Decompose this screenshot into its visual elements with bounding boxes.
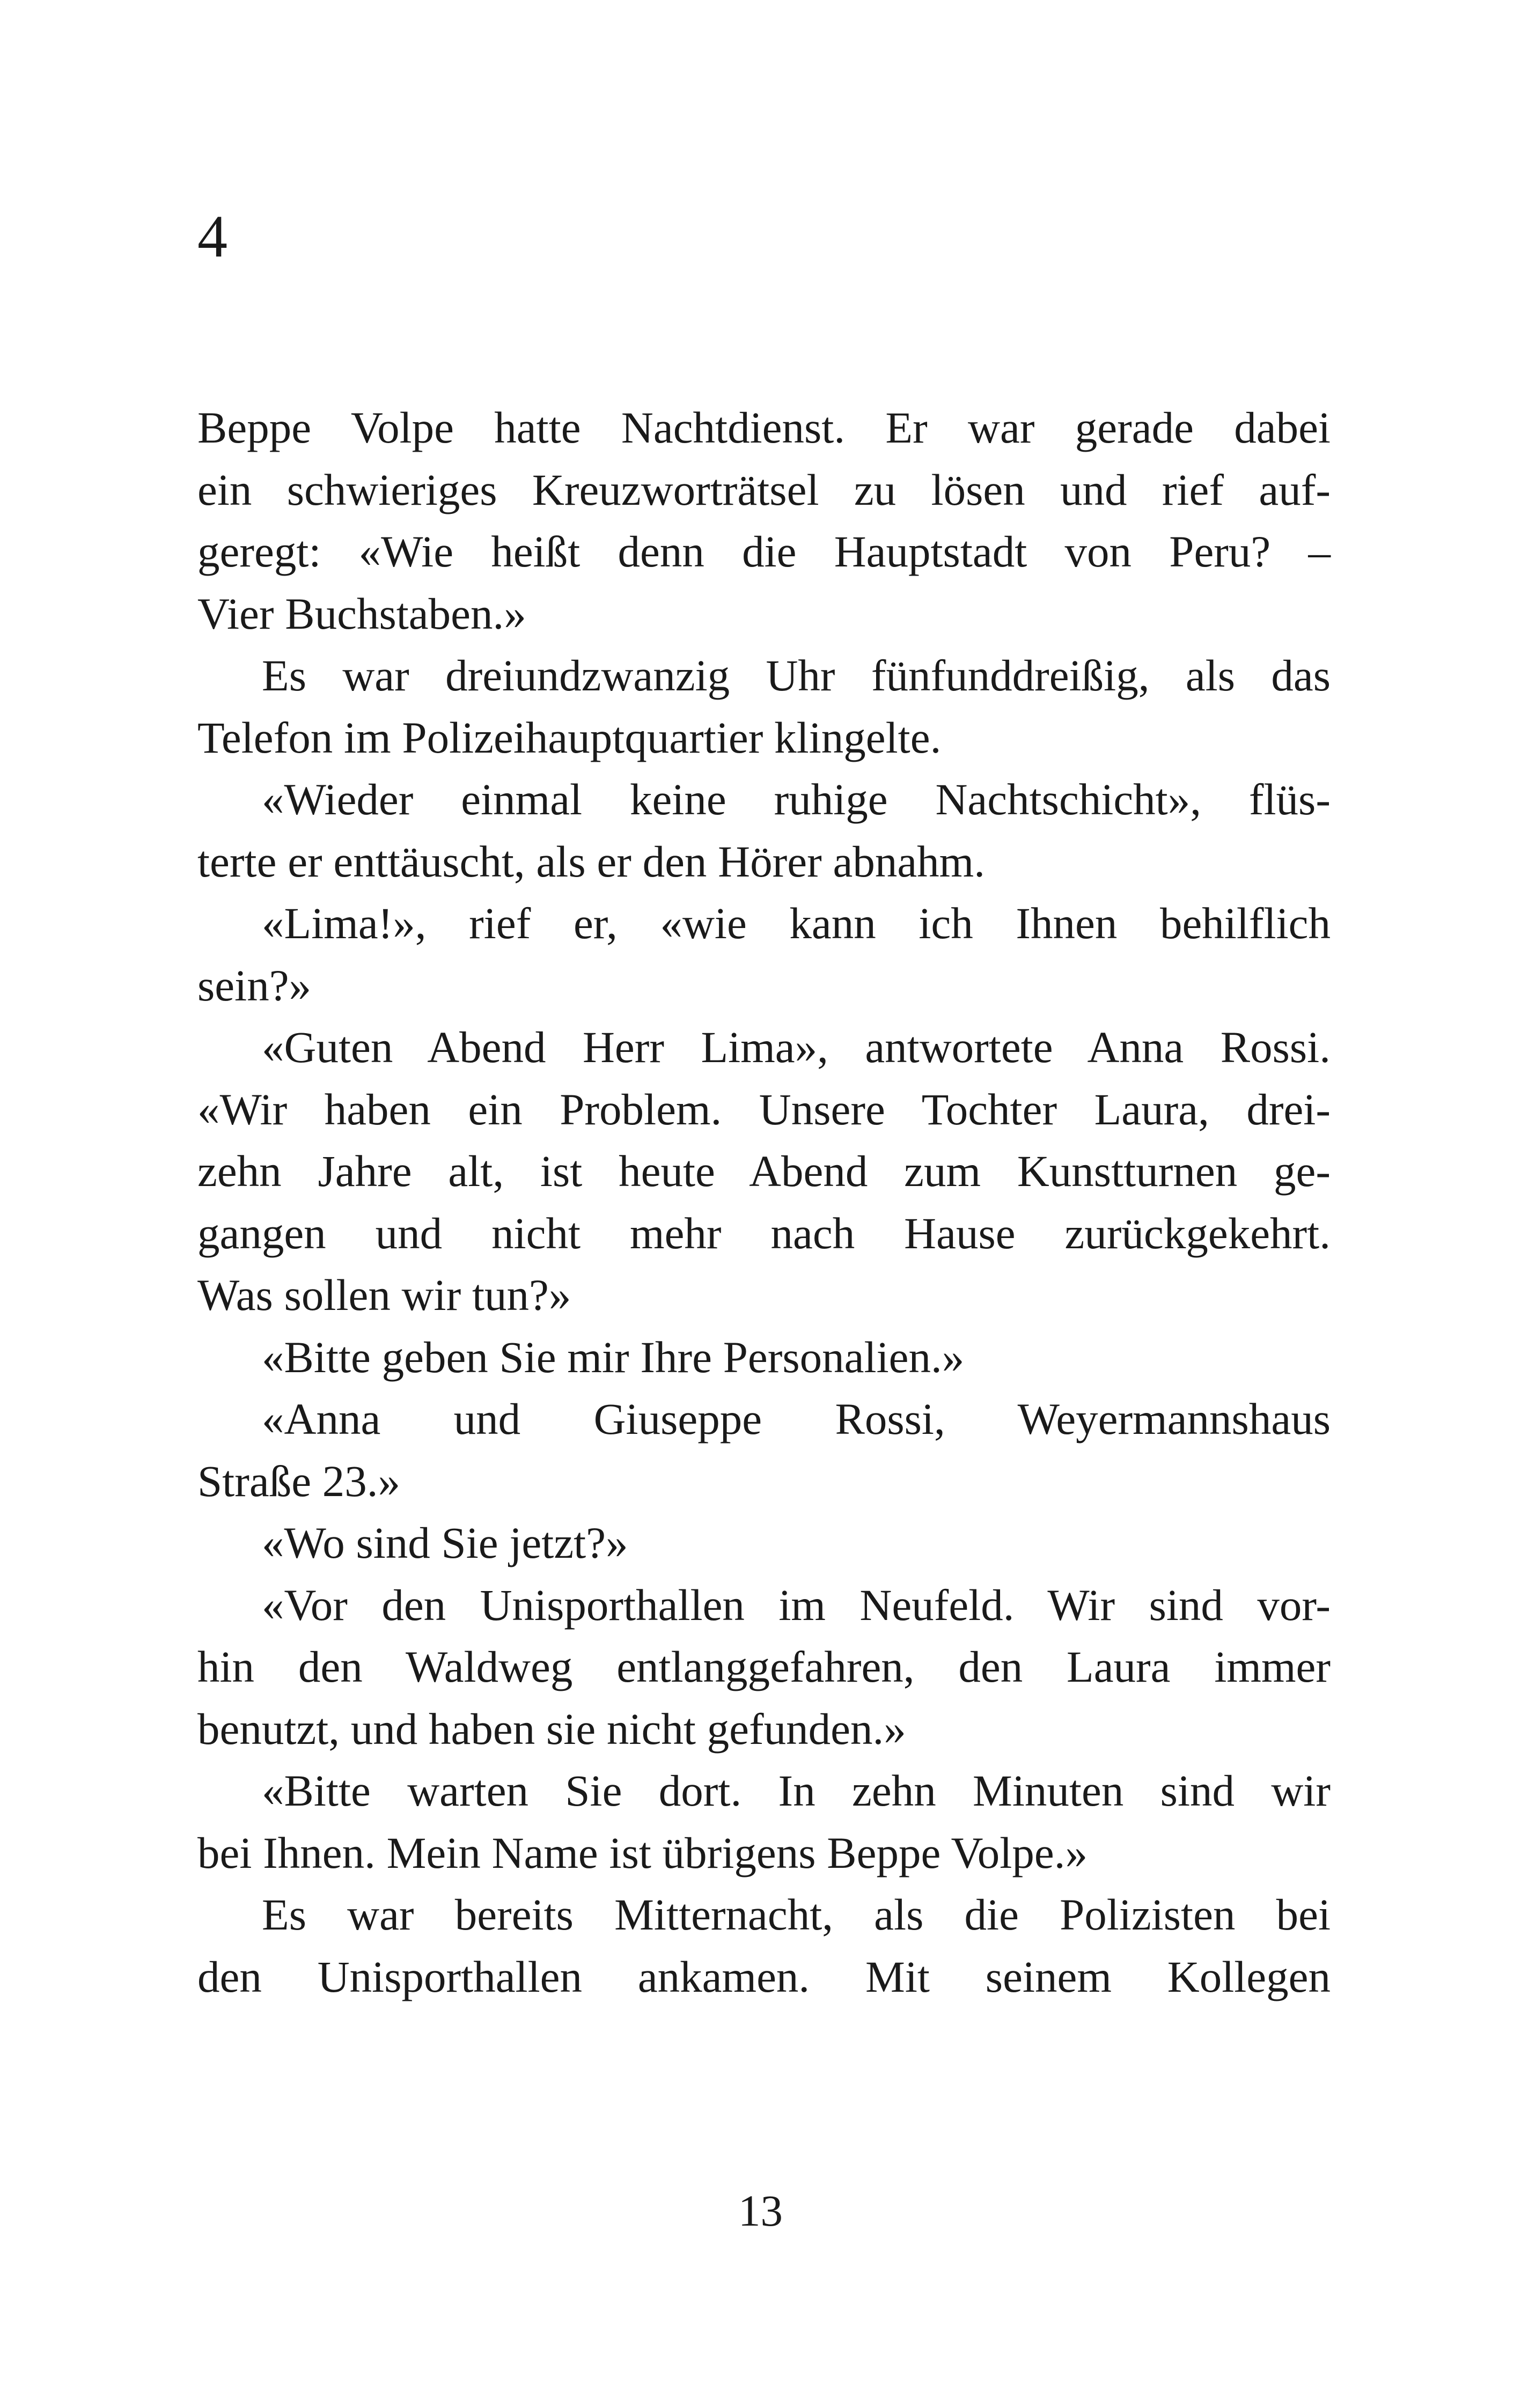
text-line: «Bitte warten Sie dort. In zehn Minuten sind wir bbox=[262, 1766, 1331, 1815]
text-line: «Anna und Giuseppe Rossi, Weyermannshaus bbox=[262, 1394, 1331, 1444]
text-line: gangen und nicht mehr nach Hause zurückgekehrt. bbox=[197, 1208, 1331, 1258]
text-line: «Wir haben ein Problem. Unsere Tochter Laura, drei- bbox=[197, 1084, 1331, 1134]
text-line: «Wieder einmal keine ruhige Nachtschicht», flüs- bbox=[262, 775, 1331, 824]
text-line: hin den Waldweg entlanggefahren, den Laura immer bbox=[197, 1642, 1331, 1691]
text-line: «Lima!», rief er, «wie kann ich Ihnen behilflich bbox=[262, 899, 1331, 948]
body-text bbox=[197, 397, 1331, 2008]
text-line: «Bitte geben Sie mir Ihre Personalien.» bbox=[262, 1332, 965, 1382]
text-line: sein?» bbox=[197, 960, 312, 1010]
text-line: Was sollen wir tun?» bbox=[197, 1270, 571, 1320]
text-line: Telefon im Polizeihauptquartier klingelte. bbox=[197, 712, 942, 762]
text-line: «Guten Abend Herr Lima», antwortete Anna Rossi. bbox=[262, 1022, 1331, 1072]
text-line: Vier Buchstaben.» bbox=[197, 588, 526, 638]
text-line: den Unisporthallen ankamen. Mit seinem Kollegen bbox=[197, 1952, 1331, 2001]
text-line: Beppe Volpe hatte Nachtdienst. Er war gerade dabei bbox=[197, 403, 1331, 452]
page-number: 13 bbox=[738, 2186, 783, 2235]
text-line: Straße 23.» bbox=[197, 1456, 401, 1506]
chapter-number: 4 bbox=[197, 203, 227, 270]
text-line: «Wo sind Sie jetzt?» bbox=[262, 1518, 628, 1567]
text-line: Es war dreiundzwanzig Uhr fünfunddreißig, als das bbox=[262, 651, 1331, 700]
text-line: bei Ihnen. Mein Name ist übrigens Beppe Volpe.» bbox=[197, 1828, 1088, 1877]
text-line: ein schwieriges Kreuzworträtsel zu lösen und rief auf- bbox=[197, 465, 1331, 514]
text-line: terte er enttäuscht, als er den Hörer abnahm. bbox=[197, 836, 985, 886]
text-line: geregt: «Wie heißt denn die Hauptstadt von Peru? – bbox=[197, 527, 1331, 576]
text-line: benutzt, und haben sie nicht gefunden.» bbox=[197, 1704, 906, 1754]
text-line: «Vor den Unisporthallen im Neufeld. Wir sind vor- bbox=[262, 1580, 1331, 1630]
text-line: Es war bereits Mitternacht, als die Polizisten bei bbox=[262, 1890, 1331, 1939]
text-line: zehn Jahre alt, ist heute Abend zum Kunstturnen ge- bbox=[197, 1146, 1331, 1196]
